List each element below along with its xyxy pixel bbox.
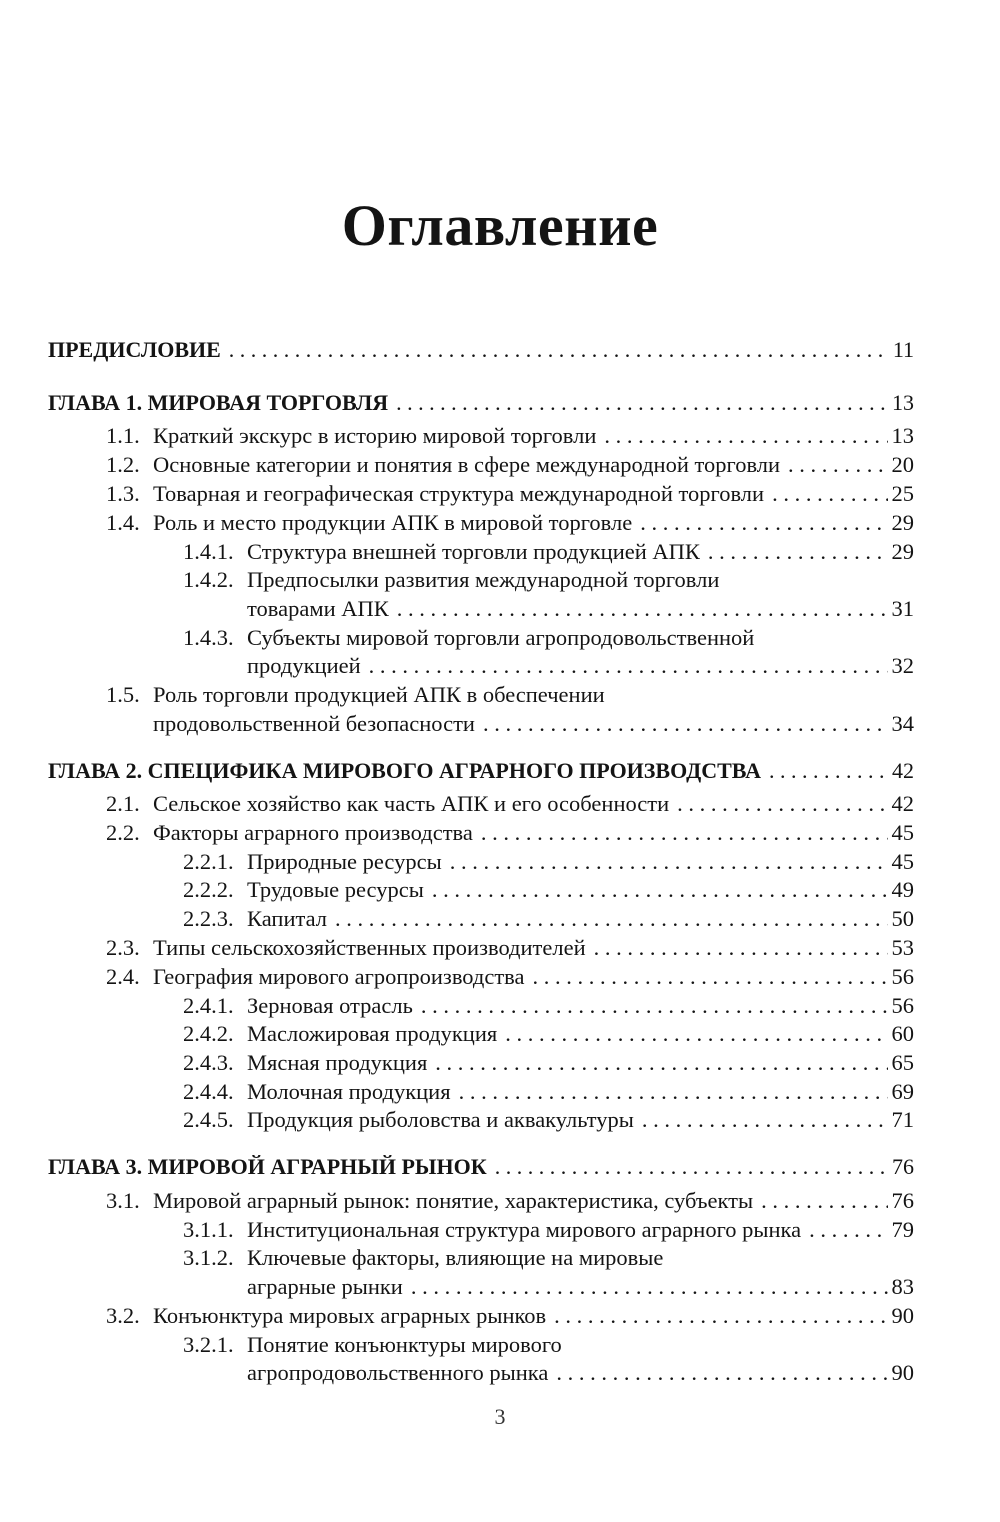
toc-page-number: 69 xyxy=(891,1079,914,1104)
section-number: 3.1.2. xyxy=(183,1245,234,1270)
section-number: 1.5. xyxy=(106,682,140,707)
toc-section-1-5-line2[interactable] xyxy=(153,710,914,738)
dot-leader xyxy=(594,934,888,962)
toc-page-number: 56 xyxy=(891,964,914,989)
dot-leader xyxy=(421,992,888,1020)
section-title: Трудовые ресурсы xyxy=(247,877,424,902)
toc-subsection-3-2-1-line1[interactable] xyxy=(183,1331,562,1359)
section-number: 2.2. xyxy=(106,820,140,845)
toc-page-number: 13 xyxy=(891,423,914,448)
section-title: Конъюнктура мировых аграрных рынков xyxy=(153,1303,547,1328)
toc-subsection-2-4-4[interactable] xyxy=(183,1078,914,1106)
dot-leader xyxy=(459,1078,888,1106)
dot-leader xyxy=(809,1216,887,1244)
section-title-continued: продукцией xyxy=(247,653,361,678)
dot-leader xyxy=(761,1187,887,1215)
toc-page-number: 29 xyxy=(891,539,914,564)
section-title: Молочная продукция xyxy=(247,1079,451,1104)
section-number: 1.1. xyxy=(106,423,140,448)
dot-leader xyxy=(677,790,887,818)
toc-page-number: 32 xyxy=(891,653,914,678)
section-number: 2.3. xyxy=(106,935,140,960)
toc-section-1-3[interactable] xyxy=(106,480,914,508)
toc-subsection-3-1-2-line2[interactable] xyxy=(247,1273,914,1301)
toc-entry-title: ГЛАВА 3. МИРОВОЙ АГРАРНЫЙ РЫНОК xyxy=(48,1154,487,1179)
section-number: 2.4.2. xyxy=(183,1021,234,1046)
toc-section-3-2[interactable] xyxy=(106,1302,914,1330)
toc-page-number: 90 xyxy=(891,1360,914,1385)
dot-leader xyxy=(532,963,887,991)
toc-subsection-2-2-3[interactable] xyxy=(183,905,914,933)
dot-leader xyxy=(708,538,888,566)
section-title: Ключевые факторы, влияющие на мировые xyxy=(247,1245,664,1270)
section-number: 2.4.5. xyxy=(183,1107,234,1132)
section-number: 2.4. xyxy=(106,964,140,989)
toc-section-2-4[interactable] xyxy=(106,963,914,991)
section-number: 2.1. xyxy=(106,791,140,816)
dot-leader xyxy=(411,1273,888,1301)
section-number: 2.4.4. xyxy=(183,1079,234,1104)
section-number: 1.4.3. xyxy=(183,625,234,650)
section-title-continued: товарами АПК xyxy=(247,596,389,621)
section-number: 3.2.1. xyxy=(183,1332,234,1357)
dot-leader xyxy=(772,480,887,508)
section-number: 3.1. xyxy=(106,1188,140,1213)
section-title: Капитал xyxy=(247,906,328,931)
toc-page-number: 31 xyxy=(891,596,914,621)
toc-page-number: 34 xyxy=(891,711,914,736)
toc-page-number: 60 xyxy=(891,1021,914,1046)
section-number: 2.2.1. xyxy=(183,849,234,874)
dot-leader xyxy=(642,1106,888,1134)
section-title: Роль и место продукции АПК в мировой торговле xyxy=(153,510,633,535)
section-title: Мясная продукция xyxy=(247,1050,428,1075)
toc-page-number: 42 xyxy=(891,791,914,816)
section-number: 2.2.2. xyxy=(183,877,234,902)
toc-chapter-3[interactable] xyxy=(48,1153,914,1181)
dot-leader xyxy=(435,1049,887,1077)
section-number: 1.4.2. xyxy=(183,567,234,592)
dot-leader xyxy=(556,1359,887,1387)
section-title: Институциональная структура мирового аграрного рынка xyxy=(247,1217,802,1242)
toc-page-number: 56 xyxy=(891,993,914,1018)
dot-leader xyxy=(369,652,888,680)
toc-page-number: 42 xyxy=(892,758,914,783)
toc-page-number: 20 xyxy=(891,452,914,477)
toc-subsection-2-4-5[interactable] xyxy=(183,1106,914,1134)
toc-page-number: 45 xyxy=(891,849,914,874)
section-number: 1.3. xyxy=(106,481,140,506)
toc-subsection-2-2-2[interactable] xyxy=(183,876,914,904)
section-number: 1.4.1. xyxy=(183,539,234,564)
section-number: 2.4.1. xyxy=(183,993,234,1018)
toc-page-number: 65 xyxy=(891,1050,914,1075)
section-title: Субъекты мировой торговли агропродовольственной xyxy=(247,625,755,650)
toc-page-number: 25 xyxy=(891,481,914,506)
section-title-continued: агропродовольственного рынка xyxy=(247,1360,549,1385)
toc-section-1-1[interactable] xyxy=(106,422,914,450)
section-title: Масложировая продукция xyxy=(247,1021,498,1046)
toc-chapter-2[interactable] xyxy=(48,757,914,785)
dot-leader xyxy=(505,1020,887,1048)
dot-leader xyxy=(397,595,888,623)
toc-subsection-3-1-1[interactable] xyxy=(183,1216,914,1244)
toc-subsection-1-4-3-line2[interactable] xyxy=(247,652,914,680)
toc-subsection-1-4-2-line2[interactable] xyxy=(247,595,914,623)
toc-section-1-4[interactable] xyxy=(106,509,914,537)
toc-chapter-1[interactable] xyxy=(48,389,914,417)
dot-leader xyxy=(450,848,888,876)
toc-page-number: 50 xyxy=(891,906,914,931)
toc-section-3-1[interactable] xyxy=(106,1187,914,1215)
section-number: 1.4. xyxy=(106,510,140,535)
section-title: Товарная и географическая структура международной торговли xyxy=(153,481,765,506)
dot-leader xyxy=(604,422,887,450)
toc-subsection-2-4-2[interactable] xyxy=(183,1020,914,1048)
section-title: Понятие конъюнктуры мирового xyxy=(247,1332,562,1357)
toc-page-number: 79 xyxy=(891,1217,914,1242)
toc-subsection-3-2-1-line2[interactable] xyxy=(247,1359,914,1387)
toc-page-number: 29 xyxy=(891,510,914,535)
toc-subsection-2-2-1[interactable] xyxy=(183,848,914,876)
section-number: 2.4.3. xyxy=(183,1050,234,1075)
dot-leader xyxy=(495,1153,888,1181)
toc-section-2-2[interactable] xyxy=(106,819,914,847)
page-title: Оглавление xyxy=(341,193,659,258)
page-number: 3 xyxy=(494,1404,506,1429)
section-title: Факторы аграрного производства xyxy=(153,820,473,845)
toc-entry-title: ГЛАВА 1. МИРОВАЯ ТОРГОВЛЯ xyxy=(48,390,389,415)
section-title: Основные категории и понятия в сфере международной торговли xyxy=(153,452,781,477)
toc-entry-title: ГЛАВА 2. СПЕЦИФИКА МИРОВОГО АГРАРНОГО ПРОИЗВОДСТВА xyxy=(48,758,761,783)
section-title: Типы сельскохозяйственных производителей xyxy=(153,935,586,960)
toc-entry-title: ПРЕДИСЛОВИЕ xyxy=(48,337,221,362)
dot-leader xyxy=(640,509,887,537)
toc-page-number: 76 xyxy=(891,1188,914,1213)
section-title-continued: продовольственной безопасности xyxy=(153,711,475,736)
dot-leader xyxy=(788,451,887,479)
section-number: 3.2. xyxy=(106,1303,140,1328)
section-number: 2.2.3. xyxy=(183,906,234,931)
toc-subsection-1-4-2-line1[interactable] xyxy=(183,566,719,594)
section-title: География мирового агропроизводства xyxy=(153,964,525,989)
section-title: Роль торговли продукцией АПК в обеспечении xyxy=(153,682,605,707)
toc-section-1-5-line1[interactable] xyxy=(106,681,605,709)
dot-leader xyxy=(335,905,887,933)
toc-section-2-3[interactable] xyxy=(106,934,914,962)
dot-leader xyxy=(396,389,888,417)
section-title: Сельское хозяйство как часть АПК и его особенности xyxy=(153,791,670,816)
toc-page-number: 83 xyxy=(891,1274,914,1299)
section-number: 1.2. xyxy=(106,452,140,477)
toc-page-number: 49 xyxy=(891,877,914,902)
section-number: 3.1.1. xyxy=(183,1217,234,1242)
section-title: Структура внешней торговли продукцией АПК xyxy=(247,539,700,564)
toc-page-number: 53 xyxy=(891,935,914,960)
toc-page-number: 90 xyxy=(891,1303,914,1328)
section-title: Предпосылки развития международной торговли xyxy=(247,567,720,592)
section-title: Мировой аграрный рынок: понятие, характеристика, субъекты xyxy=(153,1188,754,1213)
toc-page-number: 13 xyxy=(892,390,914,415)
toc-subsection-2-4-1[interactable] xyxy=(183,992,914,1020)
section-title: Зерновая отрасль xyxy=(247,993,413,1018)
dot-leader xyxy=(229,336,889,364)
toc-section-2-1[interactable] xyxy=(106,790,914,818)
toc-subsection-1-4-3-line1[interactable] xyxy=(183,624,754,652)
dot-leader xyxy=(481,819,888,847)
dot-leader xyxy=(769,757,888,785)
dot-leader xyxy=(432,876,888,904)
toc-page-number: 71 xyxy=(891,1107,914,1132)
toc-page-number: 11 xyxy=(892,337,914,362)
section-title: Продукция рыболовства и аквакультуры xyxy=(247,1107,634,1132)
dot-leader xyxy=(554,1302,887,1330)
dot-leader xyxy=(483,710,888,738)
toc-subsection-2-4-3[interactable] xyxy=(183,1049,914,1077)
toc-subsection-1-4-1[interactable] xyxy=(183,538,914,566)
section-title: Краткий экскурс в историю мировой торговли xyxy=(153,423,597,448)
toc-page-number: 45 xyxy=(891,820,914,845)
section-title-continued: аграрные рынки xyxy=(247,1274,403,1299)
toc-section-1-2[interactable] xyxy=(106,451,914,479)
toc-subsection-3-1-2-line1[interactable] xyxy=(183,1244,663,1272)
toc-entry-preface[interactable] xyxy=(48,336,914,364)
toc-page-number: 76 xyxy=(892,1154,914,1179)
section-title: Природные ресурсы xyxy=(247,849,442,874)
